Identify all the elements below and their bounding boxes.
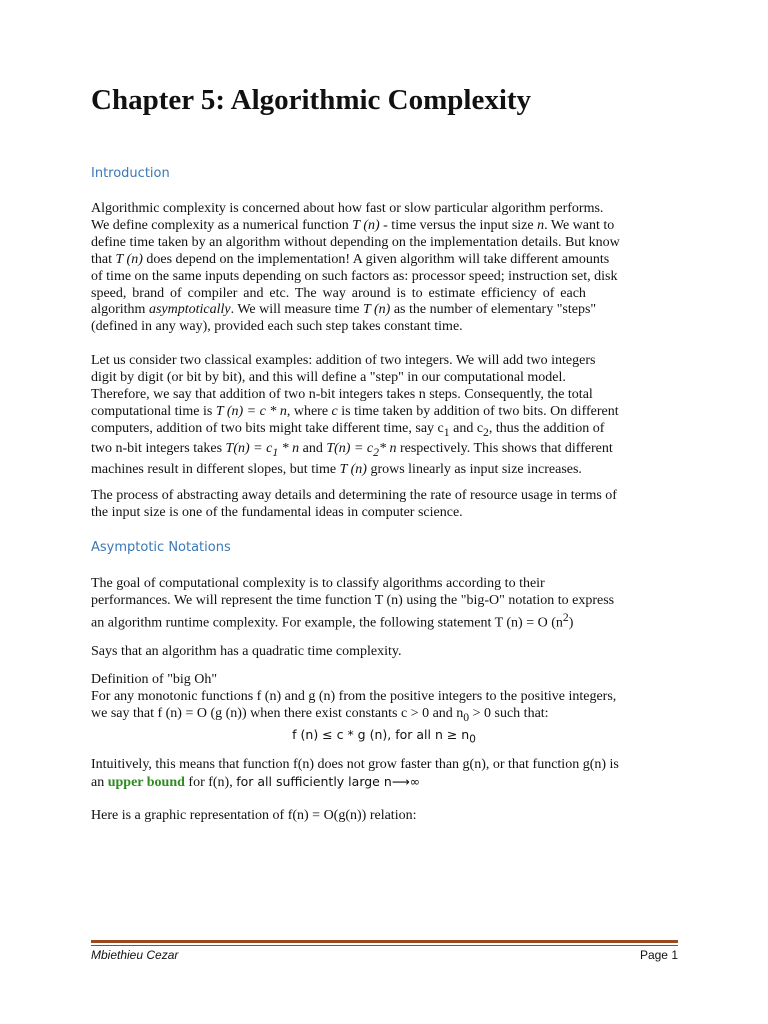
page-number: 1	[671, 948, 678, 962]
paragraph-intro-2	[91, 353, 677, 479]
text-line: of time on the same inputs depending on such factors as: processor speed; instruction set, disk	[91, 268, 618, 284]
text-line: digit by digit (or bit by bit), and this will define a "step" in our computational model.	[91, 369, 566, 385]
text-line: an algorithm runtime complexity. For example, the following statement T (n) = O $(n^2)$	[91, 610, 574, 631]
text-line: Therefore, we say that addition of two n-bit integers takes n steps. Consequently, the total	[91, 386, 593, 402]
page-label: Page	[639, 948, 668, 962]
upper-bound-highlight: upper bound	[107, 774, 185, 790]
footer-page-number	[640, 948, 678, 962]
text-line: define time taken by an algorithm without depending on the implementation details. But know	[91, 234, 620, 250]
chapter-title: Chapter 5: Algorithmic Complexity	[91, 84, 532, 116]
text-line: algorithm asymptotically. We will measure time T (n) as the number of elementary "steps"	[91, 302, 597, 318]
paragraph-intro-1	[91, 201, 677, 336]
paragraph-asymptotic-1	[91, 576, 677, 632]
footer-rule-thin	[91, 945, 678, 946]
paragraph-asymptotic-2	[91, 644, 677, 661]
paragraph-big-oh-definition	[91, 672, 677, 748]
text-line: Here is a graphic representation of f(n) = O(g(n)) relation:	[91, 808, 417, 823]
text-line: Says that an algorithm has a quadratic time complexity.	[91, 644, 402, 659]
paragraph-graphic-intro	[91, 808, 677, 825]
text-line: we say that f (n) = O (g (n)) when there exist constants c > 0 and $n_0 > 0$ such that:	[91, 705, 549, 724]
text-line: an upper bound for f(n), for all sufficiently large n⟶∞	[91, 773, 421, 790]
formula-line: f (n) ≤ c * g (n), for all $n \ge n_0$	[292, 726, 476, 746]
footer-rule-thick	[91, 940, 678, 943]
text-line: that T (n) does depend on the implementation! A given algorithm will take different amounts	[91, 251, 610, 267]
section-heading-introduction: Introduction	[91, 166, 170, 181]
paragraph-intro-3	[91, 488, 677, 522]
text-line: Let us consider two classical examples: addition of two integers. We will add two integers	[91, 353, 596, 368]
text-line: The process of abstracting away details and determining the rate of resource usage in terms of	[91, 488, 617, 503]
text-line: machines result in different slopes, but time T (n) grows linearly as input size increases.	[91, 462, 582, 478]
text-line: the input size is one of the fundamental ideas in computer science.	[91, 504, 463, 520]
text-line: computational time is T (n) = c * n, where c is time taken by addition of two bits. On different	[91, 403, 619, 419]
text-line: Algorithmic complexity is concerned about how fast or slow particular algorithm performs.	[91, 201, 604, 216]
text-line: The goal of computational complexity is to classify algorithms according to their	[91, 576, 545, 591]
text-line: We define complexity as a numerical function T (n) - time versus the input size n. We want to	[91, 217, 615, 233]
text-line: Intuitively, this means that function f(n) does not grow faster than g(n), or that function g(n) is	[91, 757, 619, 772]
text-line: For any monotonic functions f (n) and g (n) from the positive integers to the positive integers,	[91, 688, 617, 704]
text-line: (defined in any way), provided each such step takes constant time.	[91, 319, 463, 335]
text-line: Definition of "big Oh"	[91, 672, 218, 687]
text-line: speed, brand of compiler and etc. The way around is to estimate efficiency of each	[91, 285, 586, 301]
text-line: computers, addition of two bits might take different time, say $c_1$ and $c_2$, thus the addition of	[91, 420, 605, 439]
text-line: performances. We will represent the time function T (n) using the "big-O" notation to express	[91, 592, 615, 608]
paragraph-intuition	[91, 757, 677, 792]
section-heading-asymptotic-notations: Asymptotic Notations	[91, 540, 231, 555]
footer-author: Mbiethieu Cezar	[91, 948, 179, 962]
document-page	[91, 0, 677, 1024]
text-line: two n-bit integers takes $T(n) = c_1 * n$ and $T(n) = c_2*$ n respectively. This shows that different	[91, 441, 613, 460]
